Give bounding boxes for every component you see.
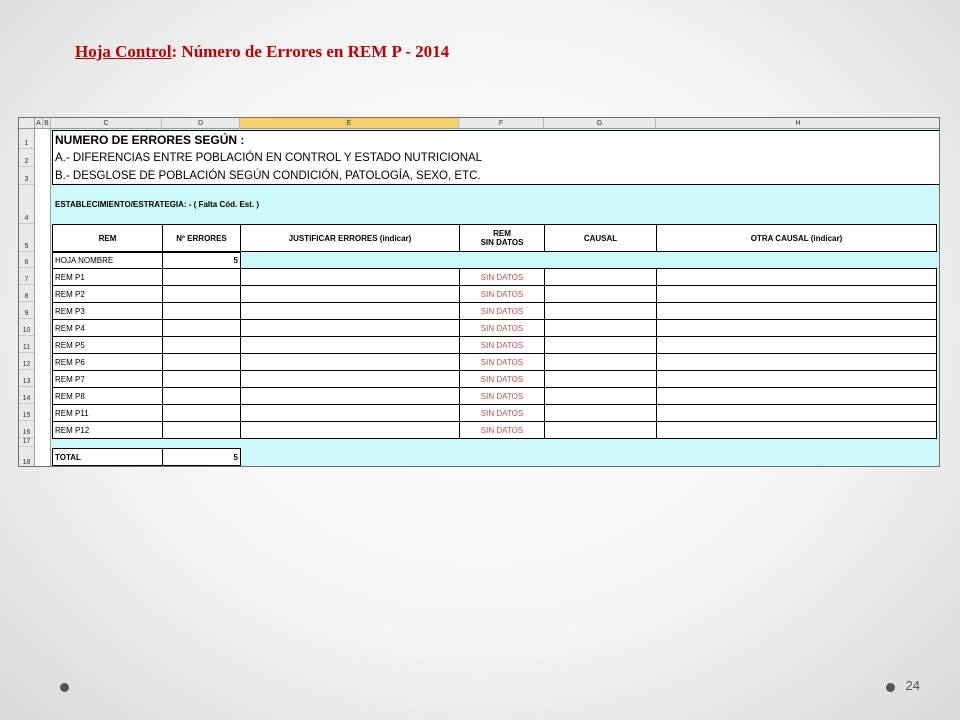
row-header-6[interactable]: 6 xyxy=(19,252,35,268)
table-cell[interactable] xyxy=(656,370,937,388)
header-errors: Nº ERRORES xyxy=(162,224,241,252)
slide-title-rest: : Número de Errores en REM P - 2014 xyxy=(171,42,450,61)
row-header-5[interactable]: 5 xyxy=(19,224,35,252)
table-cell[interactable] xyxy=(162,285,241,303)
table-cell[interactable] xyxy=(656,285,937,303)
cell-sin-datos[interactable]: SIN DATOS xyxy=(459,302,545,320)
row-header-4[interactable]: 4 xyxy=(19,185,35,224)
row-header-3[interactable]: 3 xyxy=(19,167,35,185)
table-cell[interactable] xyxy=(240,404,460,422)
header-rem-sin-datos-line1: REM xyxy=(493,229,511,238)
cell-hoja-nombre-label[interactable]: HOJA NOMBRE xyxy=(52,252,163,269)
cell-hoja-nombre-errors[interactable]: 5 xyxy=(162,252,241,269)
header-justify: JUSTIFICAR ERRORES (indicar) xyxy=(240,224,460,252)
table-cell[interactable] xyxy=(656,268,937,286)
row-header-10[interactable]: 10 xyxy=(19,319,35,336)
cell-sin-datos[interactable]: SIN DATOS xyxy=(459,268,545,286)
row-header-12[interactable]: 12 xyxy=(19,353,35,370)
col-header-e[interactable]: E xyxy=(240,118,459,129)
table-cell[interactable] xyxy=(656,404,937,422)
col-header-d[interactable]: D xyxy=(162,118,240,129)
table-cell[interactable] xyxy=(656,319,937,337)
table-cell[interactable] xyxy=(656,336,937,354)
table-cell[interactable] xyxy=(544,319,657,337)
table-cell[interactable] xyxy=(240,319,460,337)
right-bullet-dot xyxy=(886,683,895,692)
row-header-15[interactable]: 15 xyxy=(19,404,35,421)
table-cell[interactable] xyxy=(162,268,241,286)
col-header-f[interactable]: F xyxy=(459,118,544,129)
table-cell[interactable] xyxy=(656,302,937,320)
table-cell[interactable] xyxy=(544,421,657,439)
row-header-13[interactable]: 13 xyxy=(19,370,35,387)
table-cell[interactable] xyxy=(240,421,460,439)
cell-sin-datos[interactable]: SIN DATOS xyxy=(459,353,545,371)
row-header-9[interactable]: 9 xyxy=(19,302,35,319)
header-rem-sin-datos-line2: SIN DATOS xyxy=(480,238,524,247)
cell-rem-name[interactable]: REM P2 xyxy=(52,285,163,303)
row-header-14[interactable]: 14 xyxy=(19,387,35,404)
table-cell[interactable] xyxy=(162,302,241,320)
cell-rem-name[interactable]: REM P4 xyxy=(52,319,163,337)
row-header-16[interactable]: 16 xyxy=(19,421,35,438)
cell-sin-datos[interactable]: SIN DATOS xyxy=(459,319,545,337)
cell-rem-name[interactable]: REM P1 xyxy=(52,268,163,286)
cell-rem-name[interactable]: REM P3 xyxy=(52,302,163,320)
cell-sin-datos[interactable]: SIN DATOS xyxy=(459,336,545,354)
table-cell[interactable] xyxy=(544,404,657,422)
page-number: 24 xyxy=(905,678,920,693)
cell-rem-name[interactable]: REM P7 xyxy=(52,370,163,388)
col-header-g[interactable]: G xyxy=(544,118,656,129)
table-cell[interactable] xyxy=(162,353,241,371)
col-header-a[interactable]: A xyxy=(35,118,43,129)
table-cell[interactable] xyxy=(544,302,657,320)
cell-rem-name[interactable]: REM P8 xyxy=(52,387,163,405)
row-header-7[interactable]: 7 xyxy=(19,268,35,285)
col-header-h[interactable]: H xyxy=(656,118,940,129)
row-header-1[interactable]: 1 xyxy=(19,129,35,149)
cell-sin-datos[interactable]: SIN DATOS xyxy=(459,387,545,405)
establishment-label: ESTABLECIMIENTO/ESTRATEGIA: - ( Falta Cód. Est. ) xyxy=(55,200,260,209)
table-cell[interactable] xyxy=(544,336,657,354)
col-header-c[interactable]: C xyxy=(51,118,162,129)
sheet-title-line-3: B.- DESGLOSE DE POBLACIÓN SEGÚN CONDICIÓN, PATOLOGÍA, SEXO, ETC. xyxy=(55,170,481,182)
table-cell[interactable] xyxy=(162,370,241,388)
row-header-2[interactable]: 2 xyxy=(19,149,35,167)
table-cell[interactable] xyxy=(162,404,241,422)
table-cell[interactable] xyxy=(240,268,460,286)
table-cell[interactable] xyxy=(544,353,657,371)
table-cell[interactable] xyxy=(240,302,460,320)
cell-rem-name[interactable]: REM P12 xyxy=(52,421,163,439)
table-cell[interactable] xyxy=(162,387,241,405)
table-cell[interactable] xyxy=(240,353,460,371)
cell-sin-datos[interactable]: SIN DATOS xyxy=(459,404,545,422)
table-cell[interactable] xyxy=(544,285,657,303)
header-rem: REM xyxy=(52,224,163,252)
table-cell[interactable] xyxy=(240,387,460,405)
table-cell[interactable] xyxy=(162,336,241,354)
header-otra-causal: OTRA CAUSAL (indicar) xyxy=(656,224,937,252)
sheet-title-line-1: NUMERO DE ERRORES SEGÚN : xyxy=(55,133,245,147)
table-cell[interactable] xyxy=(162,421,241,439)
table-cell[interactable] xyxy=(240,285,460,303)
table-cell[interactable] xyxy=(656,353,937,371)
row-header-18[interactable]: 18 xyxy=(19,447,35,467)
row-header-11[interactable]: 11 xyxy=(19,336,35,353)
table-cell[interactable] xyxy=(240,370,460,388)
cell-rem-name[interactable]: REM P6 xyxy=(52,353,163,371)
columns-a-b xyxy=(35,129,51,467)
left-bullet-dot xyxy=(60,683,69,692)
header-causal: CAUSAL xyxy=(544,224,657,252)
cell-total-label[interactable]: TOTAL xyxy=(52,448,163,466)
table-cell[interactable] xyxy=(656,421,937,439)
col-header-b[interactable]: B xyxy=(43,118,51,129)
cell-sin-datos[interactable]: SIN DATOS xyxy=(459,285,545,303)
cell-total-value[interactable]: 5 xyxy=(162,448,241,466)
table-cell[interactable] xyxy=(240,336,460,354)
cell-rem-name[interactable]: REM P11 xyxy=(52,404,163,422)
select-all-corner[interactable] xyxy=(19,118,35,129)
row-header-17[interactable]: 17 xyxy=(19,438,35,447)
sheet-title-line-2: A.- DIFERENCIAS ENTRE POBLACIÓN EN CONTROL Y ESTADO NUTRICIONAL xyxy=(55,152,483,164)
table-cell[interactable] xyxy=(544,268,657,286)
header-rem-sin-datos xyxy=(459,224,545,252)
table-cell[interactable] xyxy=(544,387,657,405)
table-cell[interactable] xyxy=(544,370,657,388)
table-cell[interactable] xyxy=(162,319,241,337)
cell-sin-datos[interactable]: SIN DATOS xyxy=(459,370,545,388)
row-header-8[interactable]: 8 xyxy=(19,285,35,302)
slide-title xyxy=(75,42,449,62)
table-cell[interactable] xyxy=(656,387,937,405)
cell-rem-name[interactable]: REM P5 xyxy=(52,336,163,354)
spreadsheet[interactable] xyxy=(18,117,940,467)
cell-sin-datos[interactable]: SIN DATOS xyxy=(459,421,545,439)
slide-title-underlined: Hoja Control xyxy=(75,42,172,61)
